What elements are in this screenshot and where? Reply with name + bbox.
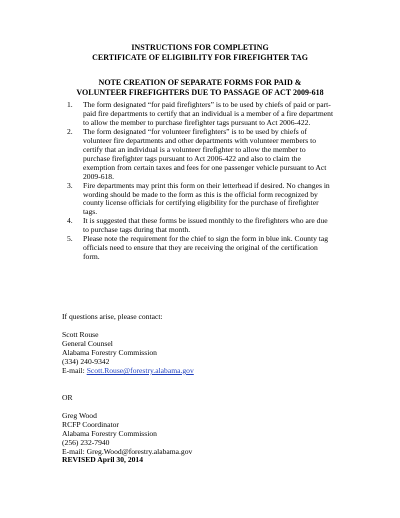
- contact-1-org: Alabama Forestry Commission: [62, 348, 157, 357]
- instruction-number: 5.: [67, 234, 73, 244]
- contact-intro-text: If questions arise, please contact:: [62, 312, 163, 321]
- instruction-number: 1.: [67, 100, 73, 109]
- contact-2-phone: (256) 232-7940: [62, 438, 110, 447]
- instruction-line: paid fire departments to certify that an individual is a member of a fire department: [83, 108, 334, 118]
- contact-1-email-link[interactable]: Scott.Rouse@forestry.alabama.gov: [86, 366, 194, 375]
- note-line-2: VOLUNTEER FIREFIGHTERS DUE TO PASSAGE OF ACT 2009-618: [76, 88, 324, 97]
- or-separator: [62, 393, 73, 402]
- contact-2-title: RCFP Coordinator: [62, 420, 119, 429]
- instruction-line: county license officials for certifying eligibility for the purchase of firefighter: [83, 198, 319, 208]
- instruction-line: The form designated “for volunteer firefighters” is to be used by chiefs of: [83, 126, 307, 136]
- instruction-line: to allow the member to purchase firefighter tags pursuant to Act 2006-422.: [83, 117, 311, 127]
- title-line-1: INSTRUCTIONS FOR COMPLETING: [131, 43, 269, 52]
- instruction-line: tags.: [83, 207, 98, 217]
- note-heading: [0, 78, 400, 98]
- instructions-list: [62, 101, 344, 262]
- instruction-item: [62, 128, 344, 182]
- instruction-line: 2009-618.: [83, 171, 115, 181]
- contact-1-name: Scott Rouse: [62, 330, 99, 339]
- instruction-line: to purchase tags during that month.: [83, 225, 191, 235]
- or-text: OR: [62, 393, 73, 402]
- instruction-line: Fire departments may print this form on their letterhead if desired. No changes in: [83, 180, 330, 190]
- instruction-line: The form designated “for paid firefighters” is to be used by chiefs of paid or part-: [83, 100, 331, 109]
- instruction-item: [62, 182, 344, 218]
- contact-2-email-line: E-mail: Greg.Wood@forestry.alabama.gov: [62, 447, 193, 456]
- instruction-number: 2.: [67, 126, 73, 136]
- instruction-line: wording should be made to the form as this is the official form recognized by: [83, 189, 318, 199]
- instruction-line: certify that an individual is a volunteer firefighter to allow the member to: [83, 144, 306, 154]
- contact-1-email-line: [62, 366, 194, 375]
- instruction-line: officials need to ensure that they are receiving the original of the certification: [83, 243, 318, 253]
- instruction-line: exemption from certain taxes and fees for one passenger vehicle pursuant to Act: [83, 162, 327, 172]
- document-title: [0, 43, 400, 63]
- title-line-2: CERTIFICATE OF ELIGIBILITY FOR FIREFIGHTER TAG: [92, 53, 308, 62]
- instruction-line: It is suggested that these forms be issued monthly to the firefighters who are due: [83, 216, 328, 226]
- contact-block-2: [62, 411, 192, 456]
- contact-1-email-label: E-mail:: [62, 366, 87, 375]
- contact-2-name: Greg Wood: [62, 411, 97, 420]
- instruction-item: [62, 235, 344, 262]
- contact-2-org: Alabama Forestry Commission: [62, 429, 157, 438]
- contact-intro: [62, 312, 163, 321]
- contact-1-title: General Counsel: [62, 339, 113, 348]
- instruction-item: [62, 101, 344, 128]
- contact-1-phone: (334) 240-9342: [62, 357, 110, 366]
- contact-block-1: [62, 330, 194, 375]
- revision-date-text: REVISED April 30, 2014: [62, 455, 144, 464]
- instruction-line: volunteer fire departments and other departments with volunteer members to: [83, 135, 317, 145]
- instruction-line: form.: [83, 252, 100, 262]
- revision-date: [62, 455, 143, 464]
- instruction-item: [62, 217, 344, 235]
- instruction-number: 3.: [67, 180, 73, 190]
- note-line-1: NOTE CREATION OF SEPARATE FORMS FOR PAID &: [98, 78, 302, 87]
- instruction-line: purchase firefighter tags pursuant to Act 2006-422 and also to claim the: [83, 153, 301, 163]
- instruction-number: 4.: [67, 216, 73, 226]
- instruction-line: Please note the requirement for the chief to sign the form in blue ink. County tag: [83, 234, 329, 244]
